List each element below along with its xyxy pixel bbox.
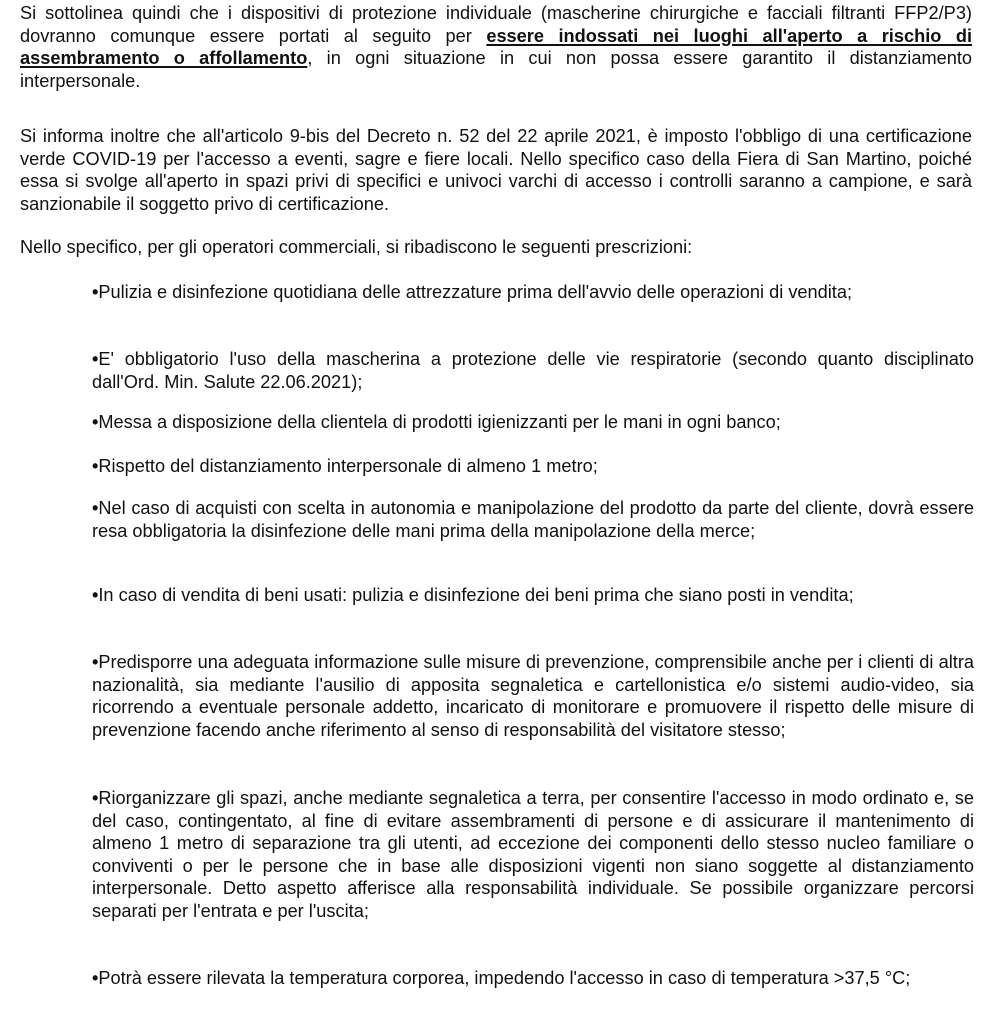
bullet-text: Riorganizzare gli spazi, anche mediante segnaletica a terra, per consentire l'accesso in modo ordinato e, se del caso, contingentato, al fine di evitare assembramenti di persone e di assicurare il mantenimento di almeno 1 metro di separazione tra gli utenti, ad eccezione dei componenti dello stesso nucleo familiare o conviventi o per le persone che in base alle disposizioni vigenti non siano soggette al distanziamento interpersonale. Detto aspetto afferisce alla responsabilità individuale. Se possibile organizzare percorsi separati per l'entrata e per l'uscita;	[92, 788, 974, 921]
bullet-text: Predisporre una adeguata informazione sulle misure di prevenzione, comprensibile anche per i clienti di altra nazionalità, sia mediante l'ausilio di apposita segnaletica e cartellonistica e/o sistemi audio-video, sia ricorrendo a eventuale personale addetto, incaricato di monitorare e promuovere il rispetto delle misure di prevenzione facendo anche riferimento al senso di responsabilità del visitatore stesso;	[92, 652, 974, 740]
paragraph-green-pass: Si informa inoltre che all'articolo 9-bis del Decreto n. 52 del 22 aprile 2021, è imposto l'obbligo di una certificazione verde COVID-19 per l'accesso a eventi, sagre e fiere locali. Nello specifico caso della Fiera di San Martino, poiché essa si svolge all'aperto in spazi privi di specifici e univoci varchi di accesso i controlli saranno a campione, e sarà sanzionabile il soggetto privo di certificazione.	[20, 126, 972, 214]
bullet-text: Pulizia e disinfezione quotidiana delle attrezzature prima dell'avvio delle operazioni di vendita;	[98, 282, 853, 302]
bullet-icon: •	[92, 456, 99, 476]
bullet-item	[92, 411, 974, 434]
paragraph-prescriptions-intro: Nello specifico, per gli operatori commerciali, si ribadiscono le seguenti prescrizioni:	[20, 237, 693, 257]
bullet-text: E' obbligatorio l'uso della mascherina a protezione delle vie respiratorie (secondo quanto disciplinato dall'Ord. Min. Salute 22.06.2021);	[92, 349, 974, 392]
bullet-item	[92, 584, 974, 607]
bullet-icon: •	[92, 282, 99, 302]
bullet-text: Potrà essere rilevata la temperatura corporea, impedendo l'accesso in caso di temperatura >37,5 °C;	[98, 968, 911, 988]
bullet-item	[92, 967, 974, 990]
bullet-text: Rispetto del distanziamento interpersonale di almeno 1 metro;	[98, 456, 598, 476]
bullet-icon: •	[92, 349, 99, 369]
bullet-icon: •	[92, 585, 99, 605]
bullet-item	[92, 651, 974, 741]
bullet-icon: •	[92, 412, 99, 432]
paragraph-dpi	[20, 2, 972, 92]
bullet-text: Messa a disposizione della clientela di prodotti igienizzanti per le mani in ogni banco;	[98, 412, 781, 432]
bullet-icon: •	[92, 968, 99, 988]
underlined-emphasis: essere indossati nei luoghi all'aperto a rischio di assembramento o affollamento	[20, 25, 972, 68]
paragraph-dpi-tail: , in ogni situazione in cui non possa essere garantito il distanziamento interpersonale.	[20, 48, 973, 91]
bullet-item	[92, 455, 974, 478]
bullet-item	[92, 787, 974, 922]
bullet-text: In caso di vendita di beni usati: pulizia e disinfezione dei beni prima che siano posti in vendita;	[98, 585, 854, 605]
paragraph-dpi-text: Si sottolinea quindi che i dispositivi di protezione individuale (mascherine chirurgiche e facciali filtranti FFP2/P3) dovranno comunque essere portati al seguito per	[20, 3, 972, 46]
bullet-text: Nel caso di acquisti con scelta in autonomia e manipolazione del prodotto da parte del cliente, dovrà essere resa obbligatoria la disinfezione delle mani prima della manipolazione della merce;	[92, 498, 974, 541]
bullet-icon: •	[92, 652, 99, 672]
bullet-icon: •	[92, 498, 99, 518]
bullet-item	[92, 281, 974, 304]
bullet-item	[92, 348, 974, 393]
bullet-item	[92, 497, 974, 542]
bullet-icon: •	[92, 788, 99, 808]
